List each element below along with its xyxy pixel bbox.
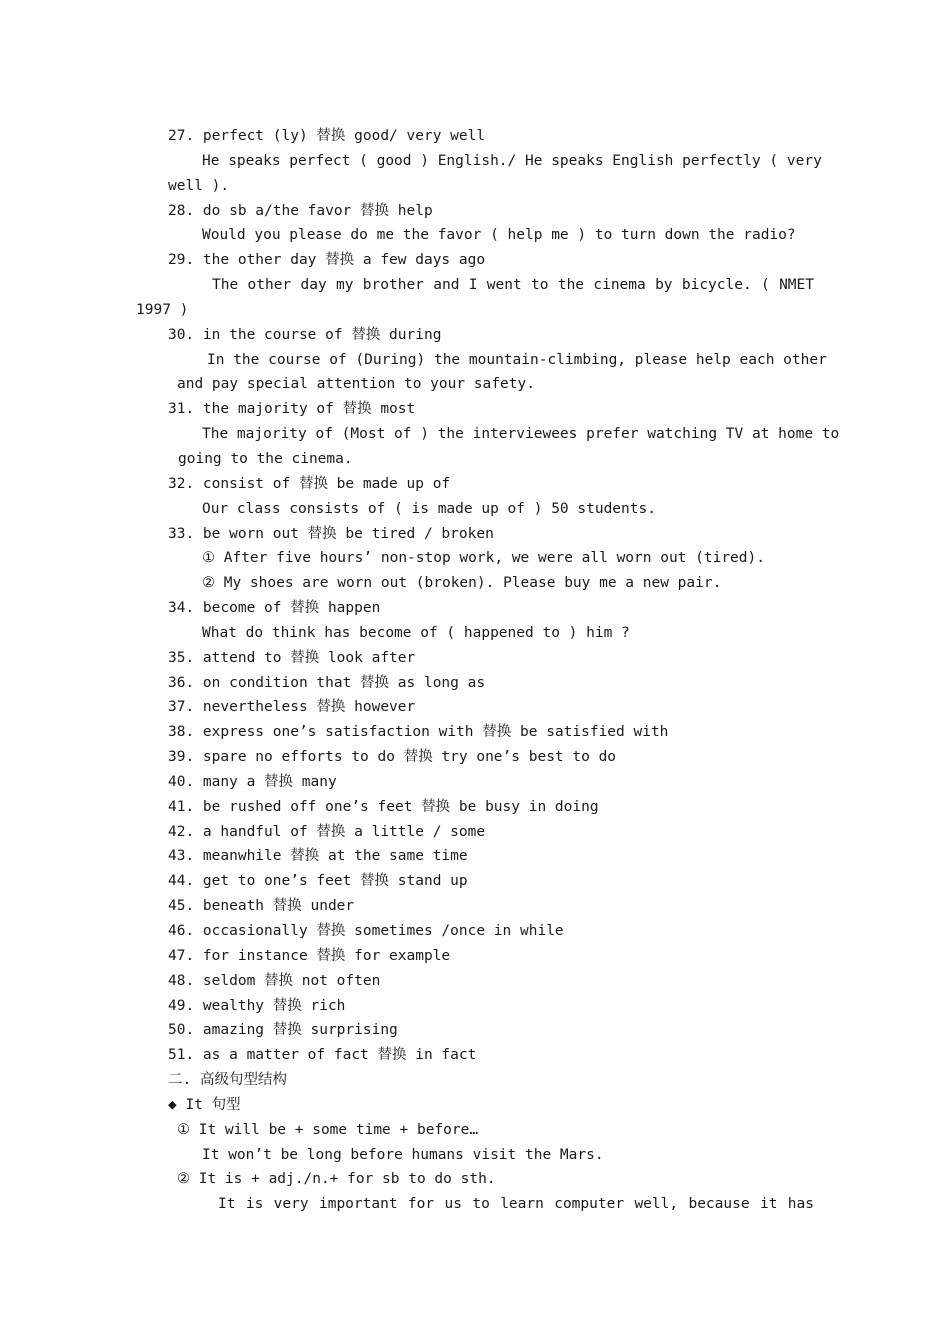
list-item: 43. meanwhile 替换 at the same time xyxy=(168,848,468,865)
list-item: 44. get to one’s feet 替换 stand up xyxy=(168,873,468,890)
list-item: 36. on condition that 替换 as long as xyxy=(168,674,486,691)
example-sentence: The other day my brother and I went to the cinema by bicycle. ( NMET xyxy=(212,277,814,294)
list-item: 50. amazing 替换 surprising xyxy=(168,1022,398,1039)
example-sentence: Would you please do me the favor ( help me ) to turn down the radio? xyxy=(202,227,796,244)
example-sentence: What do think has become of ( happened to ) him ? xyxy=(202,624,630,641)
list-item: 34. become of 替换 happen xyxy=(168,600,381,617)
list-item: 38. express one’s satisfaction with 替换 be satisfied with xyxy=(168,724,669,741)
example-sentence-continued: 1997 ) xyxy=(136,301,189,318)
list-item: 39. spare no efforts to do 替换 try one’s best to do xyxy=(168,749,617,766)
document-body xyxy=(0,124,950,1217)
list-item: 37. nevertheless 替换 however xyxy=(168,699,416,716)
list-item: 35. attend to 替换 look after xyxy=(168,649,416,666)
list-item: 30. in the course of 替换 during xyxy=(168,326,442,343)
example-sentence-continued: and pay special attention to your safety. xyxy=(177,376,535,393)
example-sentence-continued: going to the cinema. xyxy=(178,450,353,467)
list-item: 27. perfect (ly) 替换 good/ very well xyxy=(168,128,486,144)
list-item: 49. wealthy 替换 rich xyxy=(168,997,346,1014)
pattern-item: ② It is + adj./n.+ for sb to do sth. xyxy=(177,1171,496,1188)
example-sentence: ① After five hours’ non-stop work, we were all worn out (tired). xyxy=(202,550,765,567)
example-sentence: In the course of (During) the mountain-climbing, please help each other xyxy=(207,351,827,368)
example-sentence: It is very important for us to learn computer well, because it has xyxy=(218,1196,814,1213)
list-item: 32. consist of 替换 be made up of xyxy=(168,475,451,492)
list-item: 28. do sb a/the favor 替换 help xyxy=(168,202,433,219)
list-item: 47. for instance 替换 for example xyxy=(168,947,451,964)
list-item: 33. be worn out 替换 be tired / broken xyxy=(168,525,494,542)
example-sentence: It won’t be long before humans visit the Mars. xyxy=(202,1146,604,1163)
list-item: 48. seldom 替换 not often xyxy=(168,972,381,989)
section-heading: 二. 高级句型结构 xyxy=(168,1072,287,1089)
list-item: 42. a handful of 替换 a little / some xyxy=(168,823,486,840)
list-item: 45. beneath 替换 under xyxy=(168,898,355,915)
list-item: 51. as a matter of fact 替换 in fact xyxy=(168,1047,477,1064)
example-sentence-continued: well ). xyxy=(168,177,230,194)
example-sentence: Our class consists of ( is made up of ) 50 students. xyxy=(202,500,656,517)
list-item: 41. be rushed off one’s feet 替换 be busy in doing xyxy=(168,798,599,815)
list-item: 40. many a 替换 many xyxy=(168,773,337,790)
list-item: 29. the other day 替换 a few days ago xyxy=(168,252,486,269)
example-sentence: The majority of (Most of ) the interviewees prefer watching TV at home to xyxy=(202,426,840,443)
list-item: 46. occasionally 替换 sometimes /once in while xyxy=(168,923,564,939)
list-item: 31. the majority of 替换 most xyxy=(168,401,416,418)
example-sentence: He speaks perfect ( good ) English./ He speaks English perfectly ( very xyxy=(202,152,822,169)
pattern-item: ① It will be + some time + before… xyxy=(177,1121,479,1138)
subsection-heading: ◆ It 句型 xyxy=(168,1096,241,1113)
example-sentence: ② My shoes are worn out (broken). Please buy me a new pair. xyxy=(202,575,722,592)
